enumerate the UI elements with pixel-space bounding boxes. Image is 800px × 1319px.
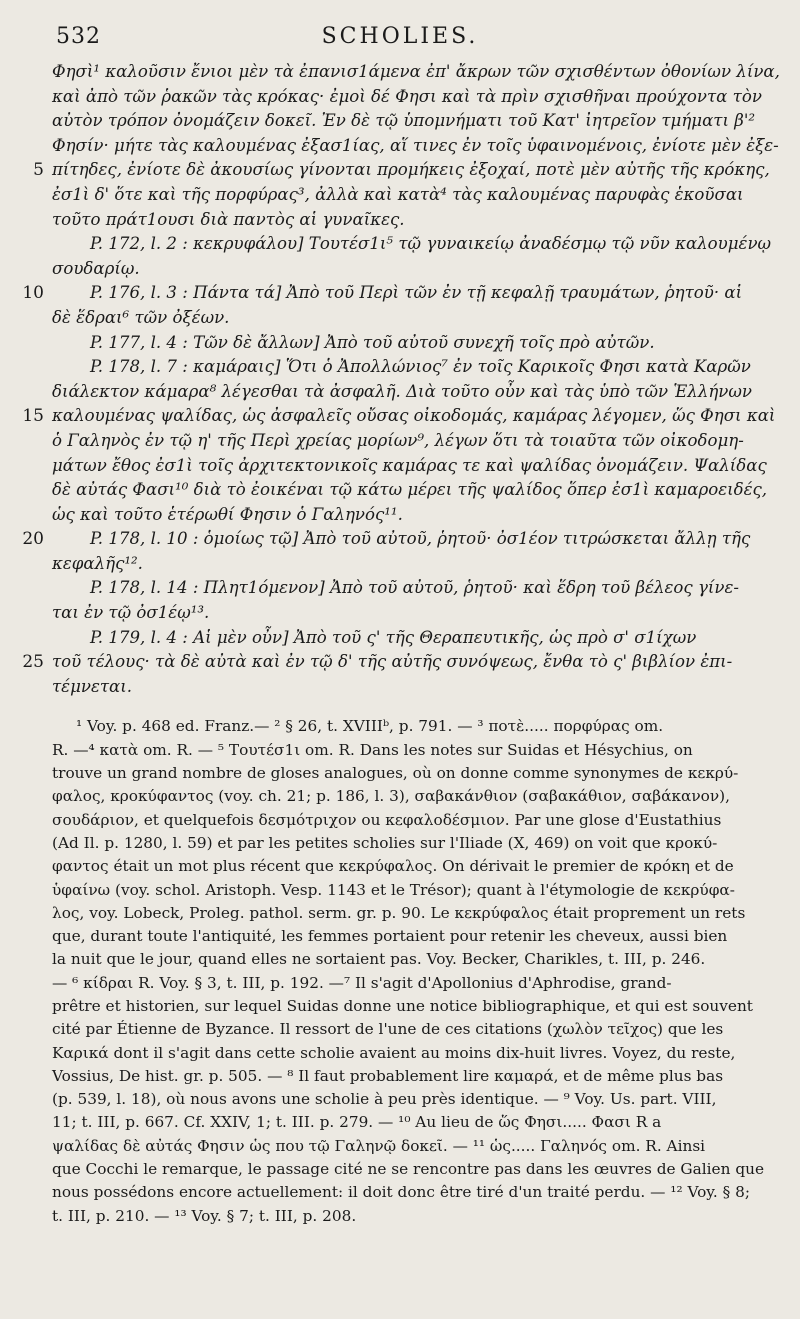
footnote-line: (Ad Il. p. 1280, l. 59) et par les petites scholies sur l'Iliade (X, 469) on voit que κροκύ- — [52, 833, 718, 852]
text-line — [18, 85, 782, 110]
line-text: καὶ ἀπὸ τῶν ῥακῶν τὰς κρόκας· ἐμοὶ δέ Φησι καὶ τὰ πρὶν σχισθῆναι προύχοντα τὸν — [52, 86, 762, 106]
line-text: δὲ ἕδραι⁶ τῶν ὀξέων. — [52, 307, 230, 327]
line-text: Φησίν· μήτε τὰς καλουμένας ἐξασ1ίας, αἵ τινες ἐν τοῖς ὑφαινομένοις, ἐνίοτε μὲν ἐξε- — [52, 135, 779, 155]
footnotes — [18, 715, 782, 1228]
page-number: 532 — [56, 24, 101, 49]
line-number: 15 — [22, 406, 44, 427]
text-line — [18, 626, 782, 651]
footnote-line: ὑφαίνω (voy. schol. Aristoph. Vesp. 1143 et le Trésor); quant à l'étymologie de κεκρύφα- — [52, 880, 735, 899]
line-text: μάτων ἔθος ἐσ1ὶ τοῖς ἀρχιτεκτονικοῖς καμάρας τε καὶ ψαλίδας ὀνομάζειν. Ψαλίδας — [52, 455, 767, 475]
text-line — [18, 60, 782, 85]
footnote-line: t. III, p. 210. — ¹³ Voy. § 7; t. III, p. 208. — [52, 1206, 357, 1225]
line-text: διάλεκτον κάμαρα⁸ λέγεσθαι τὰ ἀσφαλῆ. Διὰ τοῦτο οὖν καὶ τὰς ὑπὸ τῶν Ἑλλήνων — [52, 381, 752, 401]
text-line — [18, 281, 782, 306]
line-text: τέμνεται. — [52, 676, 133, 696]
line-text: τοῦτο πράτ1ουσι διὰ παντὸς αἱ γυναῖκες. — [52, 209, 405, 229]
footnote-line: nous possédons encore actuellement: il doit donc être tiré d'un traité perdu. — ¹² Voy. § 8; — [52, 1183, 751, 1202]
text-line — [18, 257, 782, 282]
text-line — [18, 552, 782, 577]
text-line — [18, 429, 782, 454]
line-text: αὐτὸν τρόπον ὀνομάζειν δοκεῖ. Ἐν δὲ τῷ ὑπομνήματι τοῦ Κατ' ἰητρεῖον τμήματι β'² — [52, 111, 756, 131]
text-line — [18, 158, 782, 183]
footnote-line: Καρικά dont il s'agit dans cette scholie avaient au moins dix-huit livres. Voyez, du reste, — [52, 1043, 736, 1062]
footnote-line: cité par Étienne de Byzance. Il ressort de l'une de ces citations (χωλὸν τεῖχος) que les — [52, 1020, 724, 1039]
footnote-line: Vossius, De hist. gr. p. 505. — ⁸ Il faut probablement lire καμαρά, et de même plus bas — [52, 1066, 724, 1085]
footnote-line: φαντος était un mot plus récent que κεκρύφαλος. On dérivait le premier de κρόκη et de — [52, 857, 734, 876]
text-line — [18, 134, 782, 159]
footnote-line: λος, voy. Lobeck, Proleg. pathol. serm. gr. p. 90. Le κεκρύφαλος était proprement un rets — [52, 903, 746, 922]
line-text: P. 178, l. 7 : καμάραις] Ὅτι ὁ Ἀπολλώνιος⁷ ἐν τοῖς Καρικοῖς Φησι κατὰ Καρῶν — [90, 357, 751, 377]
line-text: τοῦ τέλους· τὰ δὲ αὐτὰ καὶ ἐν τῷ δ' τῆς αὐτῆς συνόψεως, ἔνθα τὸ ς' βιβλίον ἐπι- — [52, 652, 733, 672]
footnote-line: la nuit que le jour, quand elles ne sortaient pas. Voy. Becker, Charikles, t. III, p. 246. — [52, 950, 706, 969]
text-line — [18, 404, 782, 429]
text-line — [18, 576, 782, 601]
line-text: ὁ Γαληνὸς ἐν τῷ η' τῆς Περὶ χρείας μορίων⁹, λέγων ὅτι τὰ τοιαῦτα τῶν οἰκοδομη- — [52, 430, 744, 450]
line-text: δὲ αὐτάς Φασι¹⁰ διὰ τὸ ἐοικέναι τῷ κάτω μέρει τῆς ψαλίδος ὅπερ ἐσ1ὶ καμαροειδές, — [52, 480, 768, 500]
text-line — [18, 601, 782, 626]
line-text: καλουμένας ψαλίδας, ὡς ἀσφαλεῖς οὔσας οἰκοδομάς, καμάρας λέγομεν, ὥς Φησι καὶ — [52, 406, 776, 426]
text-line — [18, 478, 782, 503]
line-number: 20 — [22, 529, 44, 550]
text-line — [18, 331, 782, 356]
line-text: κεφαλῆς¹². — [52, 553, 143, 573]
line-text: P. 178, l. 10 : ὁμοίως τῷ] Ἀπὸ τοῦ αὐτοῦ, ῥητοῦ· ὀσ1έον τιτρώσκεται ἄλλῃ τῆς — [90, 529, 751, 549]
footnote-line: σουδάριον, et quelquefois δεσμότριχον ou κεφαλοδέσμιον. Par une glose d'Eustathius — [52, 810, 722, 829]
text-line — [18, 675, 782, 700]
text-line — [18, 503, 782, 528]
line-text: P. 172, l. 2 : κεκρυφάλου] Τουτέσ1ι⁵ τῷ γυναικείῳ ἀναδέσμῳ τῷ νῦν καλουμένῳ — [90, 234, 772, 254]
text-line — [18, 306, 782, 331]
text-line — [18, 183, 782, 208]
scholia-text — [18, 60, 782, 699]
line-text: σουδαρίῳ. — [52, 258, 140, 278]
text-line — [18, 650, 782, 675]
page-header — [18, 20, 782, 56]
line-text: P. 179, l. 4 : Αἱ μὲν οὖν] Ἀπὸ τοῦ ς' τῆς Θεραπευτικῆς, ὡς πρὸ σ' σ1ίχων — [90, 627, 697, 647]
line-text: P. 176, l. 3 : Πάντα τά] Ἀπὸ τοῦ Περὶ τῶν ἐν τῇ κεφαλῇ τραυμάτων, ῥητοῦ· αἱ — [90, 283, 743, 303]
text-line — [18, 232, 782, 257]
line-text: ται ἐν τῷ ὀσ1έῳ¹³. — [52, 603, 210, 623]
line-text: P. 178, l. 14 : Πλητ1όμενον] Ἀπὸ τοῦ αὐτοῦ, ῥητοῦ· καὶ ἕδρη τοῦ βέλεος γίνε- — [90, 578, 740, 598]
running-title: SCHOLIES. — [321, 24, 479, 49]
footnote-line: ψαλίδας δὲ αὐτάς Φησιν ὡς που τῷ Γαληνῷ δοκεῖ. — ¹¹ ὡς..... Γαληνός om. R. Ainsi — [52, 1136, 706, 1155]
footnote-line: que Cocchi le remarque, le passage cité ne se rencontre pas dans les œuvres de Galien que — [52, 1160, 765, 1179]
line-text: P. 177, l. 4 : Τῶν δὲ ἄλλων] Ἀπὸ τοῦ αὐτοῦ συνεχῆ τοῖς πρὸ αὐτῶν. — [90, 332, 655, 352]
line-number: 5 — [33, 160, 44, 181]
text-line — [18, 208, 782, 233]
text-line — [18, 380, 782, 405]
footnote-line: ¹ Voy. p. 468 ed. Franz.— ² § 26, t. XVIIIᵇ, p. 791. — ³ ποτὲ..... πορφύρας om. — [76, 717, 664, 736]
text-line — [18, 454, 782, 479]
line-text: πίτηδες, ἐνίοτε δὲ ἀκουσίως γίνονται προμήκεις ἐξοχαί, ποτὲ μὲν αὐτῆς τῆς κρόκης, — [52, 160, 770, 180]
footnote-line: φαλος, κροκύφαντος (voy. ch. 21; p. 186, l. 3), σαβακάνθιον (σαβακάθιον, σαβάκανον), — [52, 787, 730, 806]
footnote-line: trouve un grand nombre de gloses analogues, où on donne comme synonymes de κεκρύ- — [52, 764, 739, 783]
footnote-line: — ⁶ κίδραι R. Voy. § 3, t. III, p. 192. —⁷ Il s'agit d'Apollonius d'Aphrodise, grand- — [52, 973, 672, 992]
line-number: 10 — [22, 283, 44, 304]
footnote-line: que, durant toute l'antiquité, les femmes portaient pour retenir les cheveux, aussi bien — [52, 927, 728, 946]
text-line — [18, 527, 782, 552]
text-line — [18, 355, 782, 380]
line-number: 25 — [22, 652, 44, 673]
footnote-line: 11; t. III, p. 667. Cf. XXIV, 1; t. III. p. 279. — ¹⁰ Au lieu de ὥς Φησι..... Φασι R a — [52, 1113, 662, 1132]
line-text: Φησὶ¹ καλοῦσιν ἔνιοι μὲν τὰ ἐπανισ1άμενα ἐπ' ἄκρων τῶν σχισθέντων ὀθονίων λίνα, — [52, 62, 780, 81]
footnote-line: prêtre et historien, sur lequel Suidas donne une notice bibliographique, et qui est souvent — [52, 997, 753, 1015]
footnote-line: R. —⁴ κατὰ om. R. — ⁵ Τουτέσ1ι om. R. Dans les notes sur Suidas et Hésychius, on — [52, 740, 693, 759]
text-line — [18, 109, 782, 134]
section-gap — [18, 699, 782, 713]
line-text: ἐσ1ὶ δ' ὅτε καὶ τῆς πορφύρας³, ἀλλὰ καὶ κατὰ⁴ τὰς καλουμένας παρυφὰς ἑκοῦσαι — [52, 184, 744, 204]
footnote-line: (p. 539, l. 18), où nous avons une scholie à peu près identique. — ⁹ Voy. Us. part. VIII, — [52, 1090, 717, 1109]
line-text: ὡς καὶ τοῦτο ἑτέρωθί Φησιν ὁ Γαληνός¹¹. — [52, 504, 403, 524]
